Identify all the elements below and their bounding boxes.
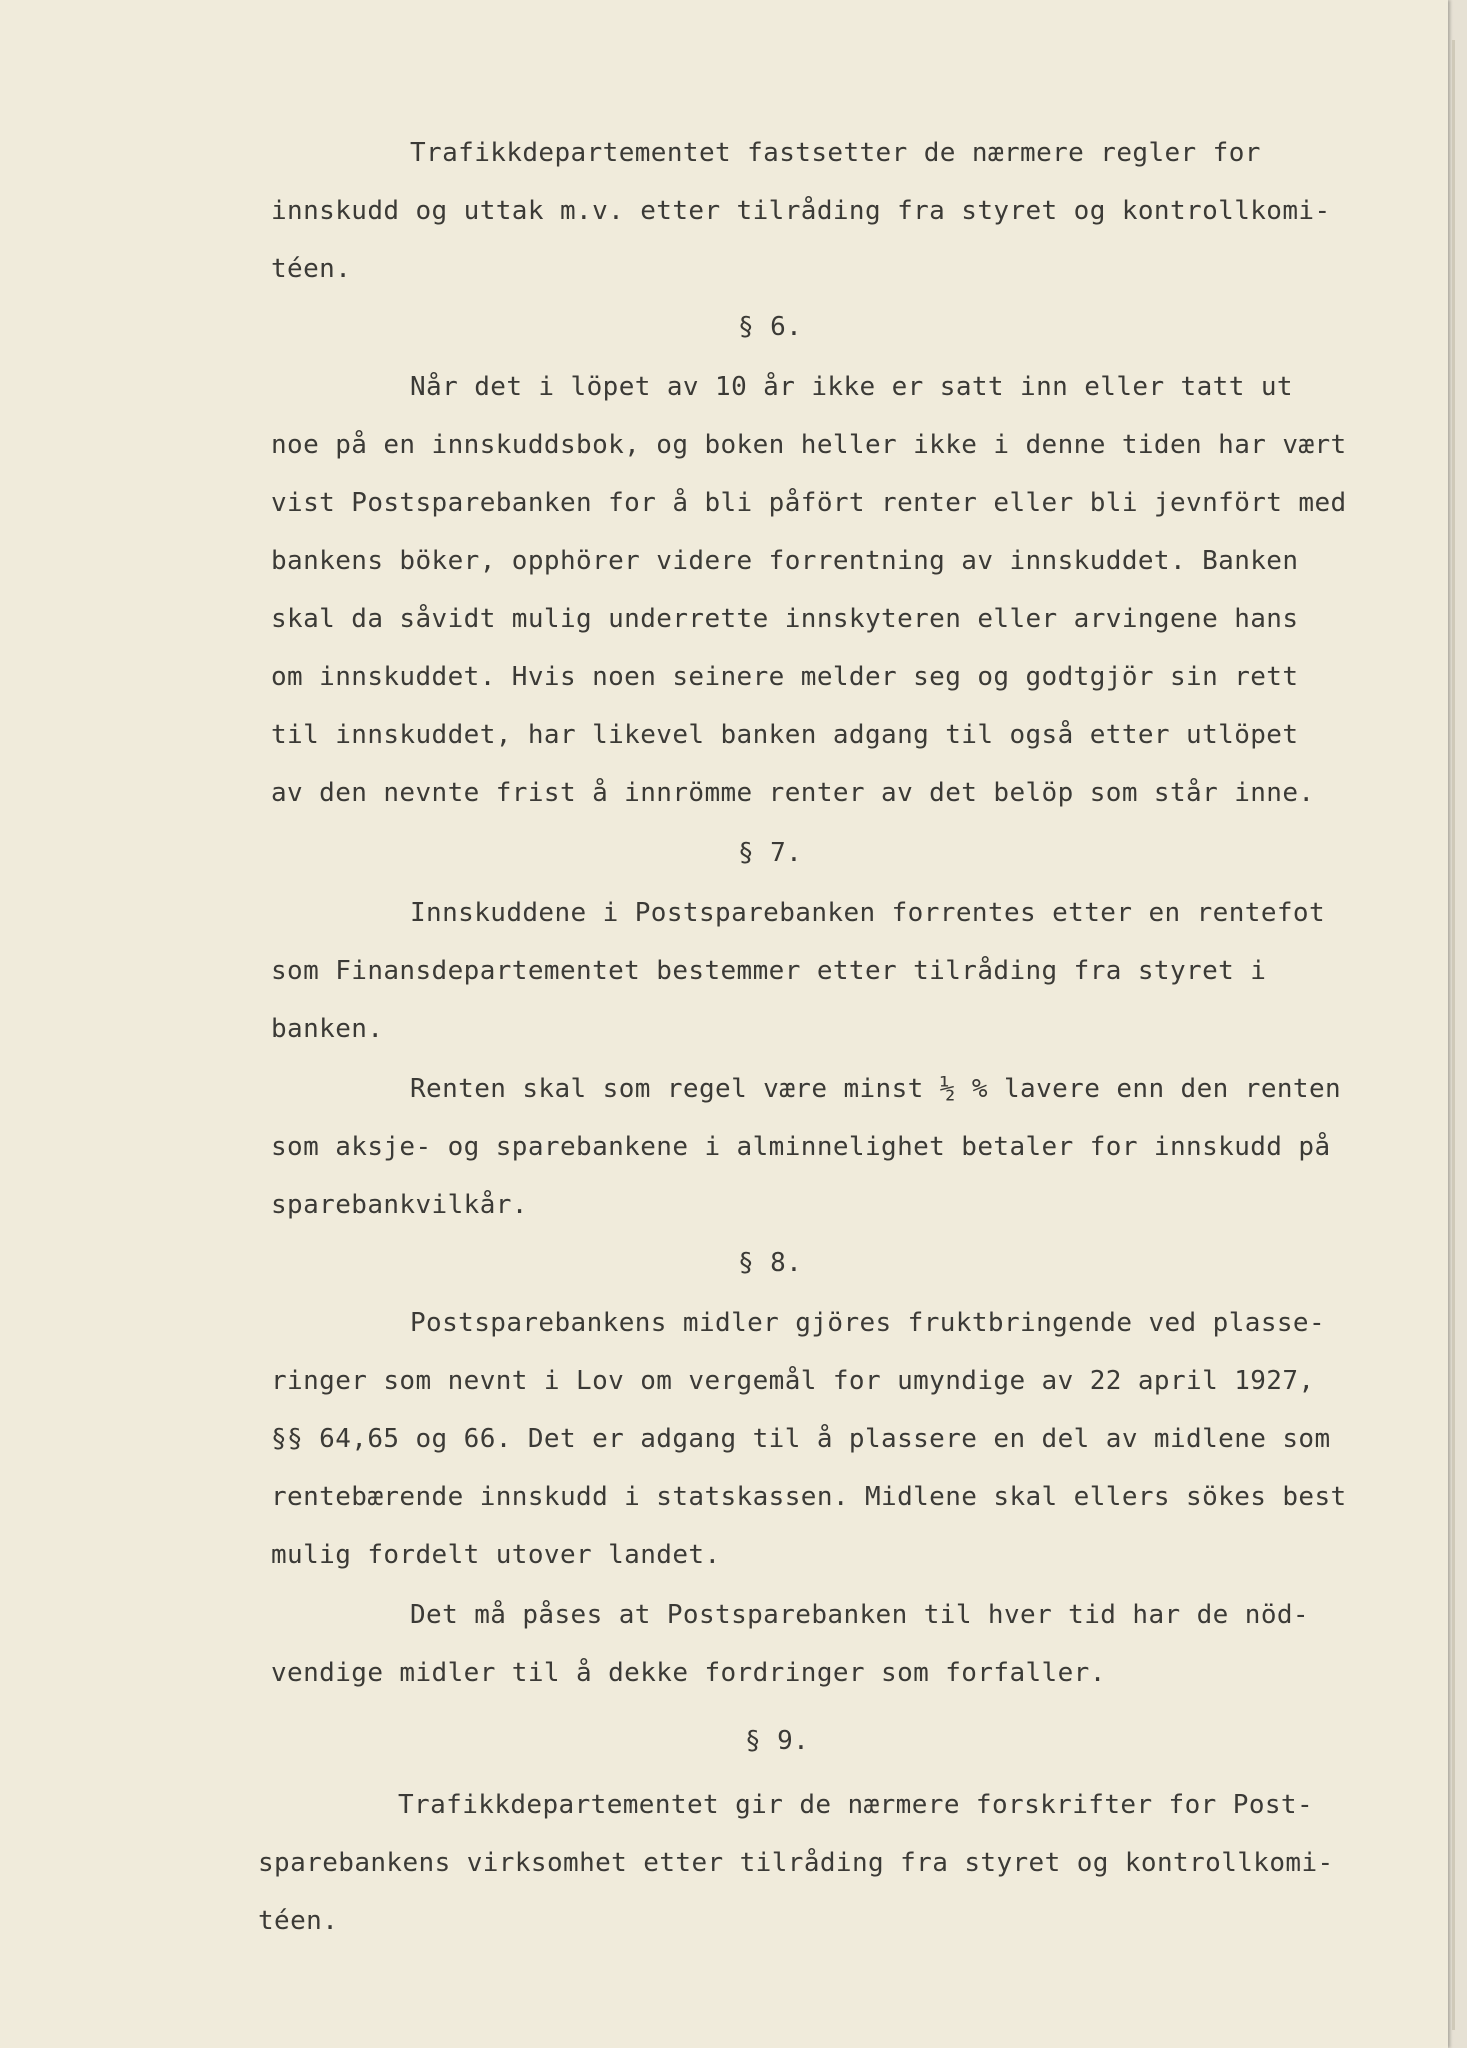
text-line: téen. bbox=[258, 1906, 339, 1936]
text-line: Når det i löpet av 10 år ikke er satt inn eller tatt ut bbox=[410, 372, 1293, 402]
section-heading: § 7. bbox=[738, 838, 803, 868]
text-line: sparebankvilkår. bbox=[271, 1190, 528, 1220]
text-line: skal da såvidt mulig underrette innskyteren eller arvingene hans bbox=[271, 604, 1299, 634]
text-line: vendige midler til å dekke fordringer som forfaller. bbox=[271, 1658, 1106, 1688]
section-heading: § 6. bbox=[738, 312, 803, 342]
text-line: banken. bbox=[271, 1014, 384, 1044]
text-line: om innskuddet. Hvis noen seinere melder seg og godtgjör sin rett bbox=[271, 662, 1299, 692]
text-line: sparebankens virksomhet etter tilråding fra styret og kontrollkomi- bbox=[258, 1848, 1334, 1878]
section-heading: § 9. bbox=[745, 1726, 810, 1756]
text-line: téen. bbox=[271, 254, 352, 284]
text-line: mulig fordelt utover landet. bbox=[271, 1540, 721, 1570]
page-edge bbox=[1452, 40, 1455, 2030]
text-line: til innskuddet, har likevel banken adgang til også etter utlöpet bbox=[271, 720, 1299, 750]
text-line: Renten skal som regel være minst ½ % lavere enn den renten bbox=[410, 1074, 1342, 1104]
text-line: som aksje- og sparebankene i alminnelighet betaler for innskudd på bbox=[271, 1132, 1331, 1162]
text-line: Trafikkdepartementet gir de nærmere forskrifter for Post- bbox=[398, 1790, 1314, 1820]
text-line: §§ 64,65 og 66. Det er adgang til å plassere en del av midlene som bbox=[271, 1424, 1331, 1454]
text-line: Innskuddene i Postsparebanken forrentes etter en rentefot bbox=[410, 898, 1326, 928]
text-line: innskudd og uttak m.v. etter tilråding fra styret og kontrollkomi- bbox=[271, 196, 1331, 226]
text-line: Trafikkdepartementet fastsetter de nærmere regler for bbox=[410, 138, 1261, 168]
section-heading: § 8. bbox=[738, 1248, 803, 1278]
text-line: vist Postsparebanken for å bli påfört renter eller bli jevnfört med bbox=[271, 488, 1347, 518]
text-line: av den nevnte frist å innrömme renter av det belöp som står inne. bbox=[271, 778, 1315, 808]
text-line: ringer som nevnt i Lov om vergemål for umyndige av 22 april 1927, bbox=[271, 1366, 1315, 1396]
text-line: som Finansdepartementet bestemmer etter tilråding fra styret i bbox=[271, 956, 1267, 986]
text-line: noe på en innskuddsbok, og boken heller ikke i denne tiden har vært bbox=[271, 430, 1347, 460]
text-line: rentebærende innskudd i statskassen. Midlene skal ellers sökes best bbox=[271, 1482, 1347, 1512]
text-line: Det må påses at Postsparebanken til hver tid har de nöd- bbox=[410, 1600, 1309, 1630]
text-line: Postsparebankens midler gjöres fruktbringende ved plasse- bbox=[410, 1308, 1326, 1338]
text-line: bankens böker, opphörer videre forrentning av innskuddet. Banken bbox=[271, 546, 1299, 576]
